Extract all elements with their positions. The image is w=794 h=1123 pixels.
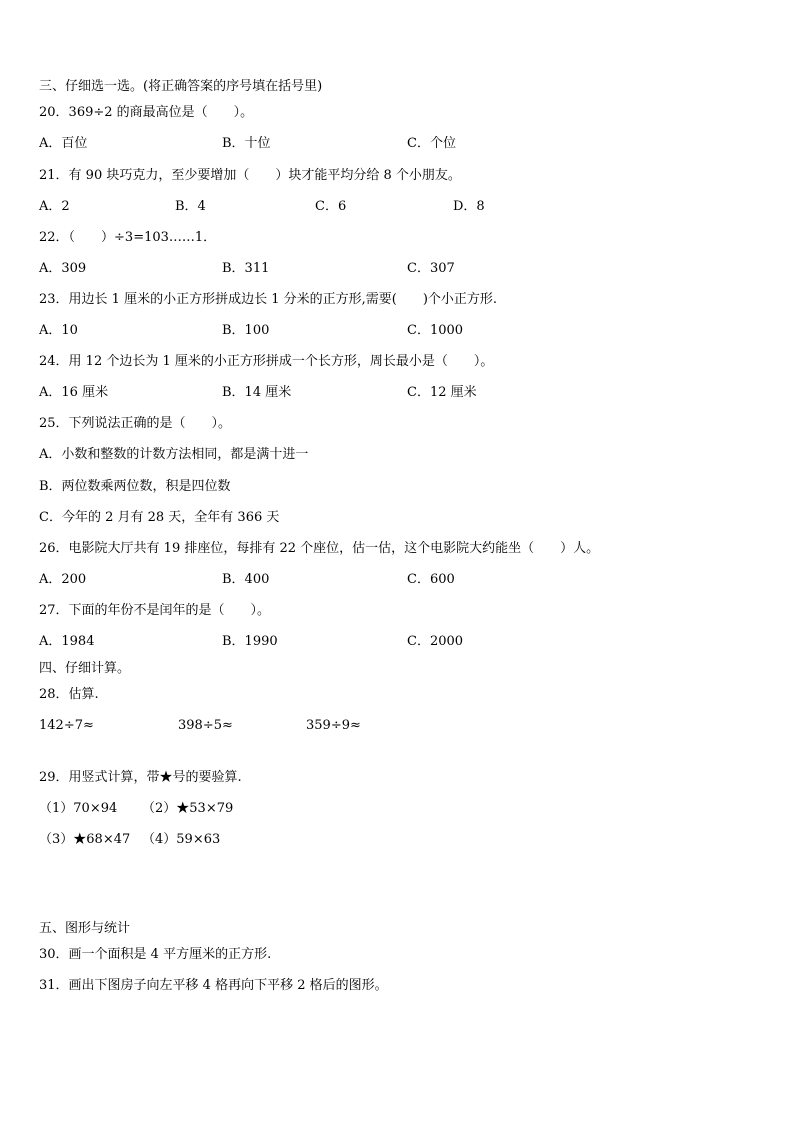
question-21-stem: 21．有 90 块巧克力，至少要增加（ ）块才能平均分给 8 个小朋友。: [39, 168, 461, 183]
q29-item-3: （3）★68×47: [39, 832, 131, 847]
q20-option-a: A．百位: [39, 136, 88, 151]
question-31-stem: 31．画出下图房子向左平移 4 格再向下平移 2 格后的图形。: [39, 978, 388, 993]
q24-option-b: B．14 厘米: [222, 385, 292, 400]
q27-option-c: C．2000: [407, 634, 464, 649]
question-22-stem: 22．（ ）÷3=103……1．: [39, 230, 217, 245]
section-heading-calculation: 四、仔细计算。: [39, 661, 131, 676]
q23-option-b: B．100: [222, 323, 270, 338]
q24-option-a: A．16 厘米: [39, 385, 109, 400]
q29-item-2: （2）★53×79: [142, 801, 234, 816]
q21-option-c: C．6: [315, 199, 347, 214]
q22-option-c: C．307: [407, 261, 455, 276]
q29-item-4: （4）59×63: [142, 832, 221, 847]
q28-item-1: 142÷7≈: [39, 718, 94, 733]
question-30-stem: 30．画一个面积是 4 平方厘米的正方形.: [39, 947, 272, 962]
q26-option-c: C．600: [407, 572, 455, 587]
q22-option-a: A．309: [39, 261, 87, 276]
q27-option-a: A．1984: [39, 634, 95, 649]
q28-item-3: 359÷9≈: [306, 718, 361, 733]
q22-option-b: B．311: [222, 261, 270, 276]
q29-item-1: （1）70×94: [39, 801, 118, 816]
q26-option-b: B．400: [222, 572, 270, 587]
q25-option-c: C．今年的 2 月有 28 天，全年有 366 天: [39, 510, 280, 525]
question-28-stem: 28．估算.: [39, 687, 99, 702]
q23-option-a: A．10: [39, 323, 78, 338]
q25-option-b: B．两位数乘两位数，积是四位数: [39, 479, 231, 494]
q26-option-a: A．200: [39, 572, 87, 587]
q21-option-a: A．2: [39, 199, 70, 214]
q20-option-c: C．个位: [407, 136, 456, 151]
question-25-stem: 25．下列说法正确的是（ ）。: [39, 416, 232, 431]
q23-option-c: C．1000: [407, 323, 464, 338]
question-29-stem: 29．用竖式计算，带★号的要验算.: [39, 770, 242, 785]
question-20-stem: 20．369÷2 的商最高位是（ ）。: [39, 105, 254, 120]
section-heading-choice: 三、仔细选一选。(将正确答案的序号填在括号里): [39, 79, 323, 94]
q24-option-c: C．12 厘米: [407, 385, 477, 400]
question-24-stem: 24．用 12 个边长为 1 厘米的小正方形拼成一个长方形，周长最小是（ ）。: [39, 354, 494, 369]
question-27-stem: 27．下面的年份不是闰年的是（ ）。: [39, 603, 271, 618]
q28-item-2: 398÷5≈: [178, 718, 233, 733]
question-26-stem: 26．电影院大厅共有 19 排座位，每排有 22 个座位，估一估，这个电影院大约能坐（ ）人。: [39, 541, 600, 556]
question-23-stem: 23．用边长 1 厘米的小正方形拼成边长 1 分米的正方形,需要( )个小正方形.: [39, 292, 498, 307]
q20-option-b: B．十位: [222, 136, 271, 151]
q21-option-b: B．4: [175, 199, 206, 214]
q27-option-b: B．1990: [222, 634, 278, 649]
section-heading-geometry: 五、图形与统计: [39, 921, 131, 936]
q21-option-d: D．8: [453, 199, 485, 214]
q25-option-a: A．小数和整数的计数方法相同，都是满十进一: [39, 447, 309, 462]
